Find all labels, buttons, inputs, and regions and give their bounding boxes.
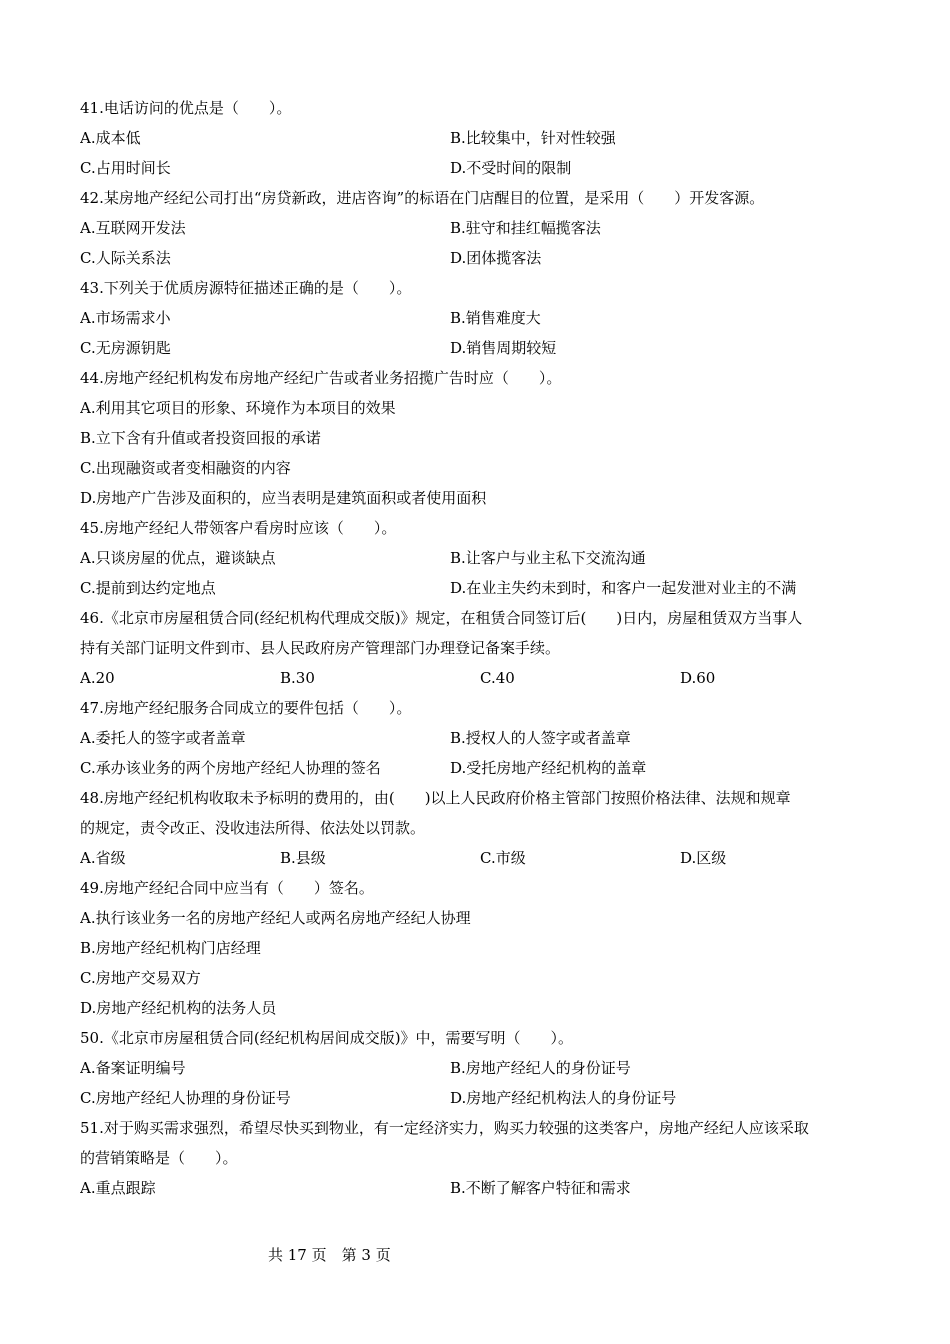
answer-option: A.20 (80, 669, 115, 687)
answer-option: D.受托房地产经纪机构的盖章 (450, 759, 647, 777)
option-row (80, 843, 880, 873)
answer-option: C.占用时间长 (80, 159, 171, 177)
answer-option: C.人际关系法 (80, 249, 171, 267)
option-row (80, 213, 880, 243)
option-row (80, 243, 880, 273)
question-stem: 51.对于购买需求强烈，希望尽快买到物业，有一定经济实力，购买力较强的这类客户，房地产经纪人应该采取 (80, 1119, 809, 1137)
option-row (80, 1173, 880, 1203)
question-block (80, 363, 880, 513)
option-row (80, 573, 880, 603)
answer-option: C.承办该业务的两个房地产经纪人协理的签名 (80, 759, 381, 777)
answer-option: C.市级 (480, 849, 526, 867)
answer-option: A.成本低 (80, 129, 141, 147)
answer-option: C.房地产经纪人协理的身份证号 (80, 1089, 291, 1107)
option-row (80, 1083, 880, 1113)
question-block (80, 183, 880, 273)
answer-option: D.不受时间的限制 (450, 159, 572, 177)
answer-option: A.利用其它项目的形象、环境作为本项目的效果 (80, 399, 396, 417)
question-stem: 47.房地产经纪服务合同成立的要件包括（ ）。 (80, 699, 412, 717)
answer-option: B.立下含有升值或者投资回报的承诺 (80, 429, 321, 447)
question-block (80, 873, 880, 1023)
question-block (80, 693, 880, 783)
answer-option: A.委托人的签字或者盖章 (80, 729, 246, 747)
question-stem: 的规定，责令改正、没收违法所得、依法处以罚款。 (80, 819, 426, 837)
answer-option: D.在业主失约未到时，和客户一起发泄对业主的不满 (450, 579, 797, 597)
question-block (80, 93, 880, 183)
answer-option: B.30 (280, 669, 315, 687)
answer-option: D.房地产经纪机构的法务人员 (80, 999, 277, 1017)
option-row (80, 153, 880, 183)
option-row (80, 723, 880, 753)
option-row (80, 1053, 880, 1083)
answer-option: D.房地产广告涉及面积的，应当表明是建筑面积或者使用面积 (80, 489, 487, 507)
question-stem: 42.某房地产经纪公司打出“房贷新政，进店咨询”的标语在门店醒目的位置，是采用（ ）开发客源。 (80, 189, 765, 207)
answer-option: D.60 (680, 669, 716, 687)
answer-option: B.房地产经纪机构门店经理 (80, 939, 261, 957)
answer-option: A.互联网开发法 (80, 219, 186, 237)
question-block (80, 603, 880, 693)
question-block (80, 513, 880, 603)
question-block (80, 273, 880, 363)
answer-option: B.县级 (280, 849, 326, 867)
answer-option: B.不断了解客户特征和需求 (450, 1179, 631, 1197)
answer-option: C.房地产交易双方 (80, 969, 201, 987)
answer-option: C.出现融资或者变相融资的内容 (80, 459, 291, 477)
answer-option: B.授权人的人签字或者盖章 (450, 729, 631, 747)
question-block (80, 783, 880, 873)
option-row (80, 303, 880, 333)
answer-option: B.比较集中，针对性较强 (450, 129, 616, 147)
question-stem: 48.房地产经纪机构收取未予标明的费用的，由( )以上人民政府价格主管部门按照价格法律、法规和规章 (80, 789, 791, 807)
question-block (80, 1113, 880, 1203)
question-stem: 43.下列关于优质房源特征描述正确的是（ ）。 (80, 279, 412, 297)
answer-option: A.省级 (80, 849, 126, 867)
question-stem: 的营销策略是（ ）。 (80, 1149, 238, 1167)
option-row (80, 333, 880, 363)
answer-option: C.40 (480, 669, 515, 687)
answer-option: D.销售周期较短 (450, 339, 557, 357)
option-row (80, 663, 880, 693)
answer-option: D.区级 (680, 849, 727, 867)
answer-option: A.重点跟踪 (80, 1179, 156, 1197)
question-stem: 46.《北京市房屋租赁合同(经纪机构代理成交版)》规定，在租赁合同签订后( )日内，房屋租赁双方当事人 (80, 609, 803, 627)
option-row (80, 123, 880, 153)
question-block (80, 1023, 880, 1113)
answer-option: B.驻守和挂红幅揽客法 (450, 219, 601, 237)
answer-option: B.房地产经纪人的身份证号 (450, 1059, 631, 1077)
answer-option: B.让客户与业主私下交流沟通 (450, 549, 646, 567)
answer-option: A.执行该业务一名的房地产经纪人或两名房地产经纪人协理 (80, 909, 471, 927)
answer-option: B.销售难度大 (450, 309, 541, 327)
page-footer: 共 17 页 第 3 页 (268, 1246, 391, 1264)
answer-option: A.市场需求小 (80, 309, 171, 327)
answer-option: D.房地产经纪机构法人的身份证号 (450, 1089, 677, 1107)
question-stem: 持有关部门证明文件到市、县人民政府房产管理部门办理登记备案手续。 (80, 639, 561, 657)
question-stem: 41.电话访问的优点是（ ）。 (80, 99, 292, 117)
answer-option: C.无房源钥匙 (80, 339, 171, 357)
question-list (80, 93, 880, 1203)
question-stem: 50.《北京市房屋租赁合同(经纪机构居间成交版)》中，需要写明（ ）。 (80, 1029, 574, 1047)
answer-option: C.提前到达约定地点 (80, 579, 216, 597)
option-row (80, 753, 880, 783)
question-stem: 49.房地产经纪合同中应当有（ ）签名。 (80, 879, 374, 897)
option-row (80, 543, 880, 573)
question-stem: 45.房地产经纪人带领客户看房时应该（ ）。 (80, 519, 397, 537)
answer-option: D.团体揽客法 (450, 249, 542, 267)
question-stem: 44.房地产经纪机构发布房地产经纪广告或者业务招揽广告时应（ ）。 (80, 369, 562, 387)
answer-option: A.备案证明编号 (80, 1059, 186, 1077)
answer-option: A.只谈房屋的优点，避谈缺点 (80, 549, 276, 567)
